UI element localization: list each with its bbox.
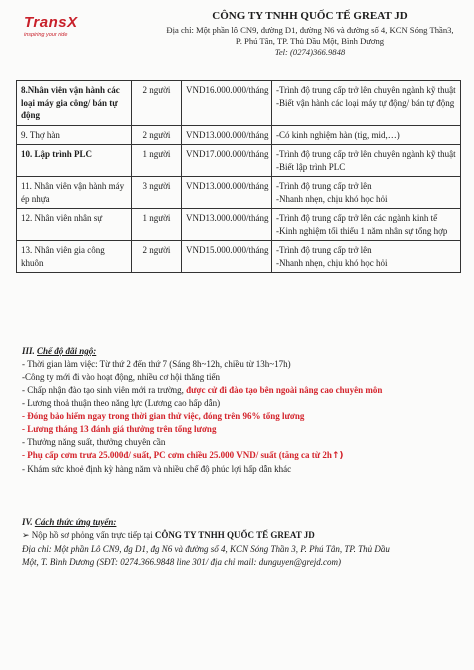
benefit-item — [22, 463, 462, 476]
logo-text: TransX — [24, 14, 78, 31]
apply-title — [22, 516, 462, 529]
company-phone: Tel: (0274)366.9848 — [274, 47, 346, 57]
job-requirement-line: -Trình độ trung cấp trở lên chuyên ngành kỹ thuật — [276, 85, 456, 95]
apply-title-text: Cách thức ứng tuyển: — [34, 517, 117, 527]
job-requirement-line: -Trình độ trung cấp trở lên — [276, 245, 372, 255]
job-salary: VND15.000.000/tháng — [182, 241, 272, 273]
job-position: 9. Thợ hàn — [17, 125, 132, 145]
company-logo — [24, 14, 94, 48]
benefits-title — [22, 345, 462, 358]
company-address-line2: P. Phú Tân, TP. Thủ Dầu Một, Bình Dương — [235, 36, 385, 46]
benefits-title-text: Chế độ đãi ngộ: — [37, 346, 97, 356]
benefit-text: - Đóng bảo hiểm ngay trong thời gian thử việc, đóng trên 96% tổng lương — [22, 411, 305, 421]
job-requirements — [272, 209, 461, 241]
job-requirements — [272, 125, 461, 145]
job-row — [17, 81, 461, 126]
job-requirement-line: -Kinh nghiệm tối thiểu 1 năm nhân sự tổng hợp — [276, 225, 448, 236]
benefit-text: - Lương thoả thuận theo năng lực (Lương cao hấp dẫn) — [22, 398, 221, 408]
benefit-item — [22, 384, 462, 397]
job-quantity: 2 người — [132, 81, 182, 126]
benefit-item — [22, 371, 462, 384]
checkmark-arrow-icon: ➢ — [22, 531, 30, 541]
company-address-line1: Địa chỉ: Một phần lô CN9, đường D1, đường N6 và đường số 4, KCN Sóng Thần3, — [166, 25, 454, 35]
benefit-item — [22, 449, 462, 463]
job-row — [17, 125, 461, 145]
job-position: 12. Nhân viên nhân sự — [17, 209, 132, 241]
job-salary: VND16.000.000/tháng — [182, 81, 272, 126]
job-requirement-line: -Nhanh nhẹn, chịu khó học hỏi — [276, 193, 388, 204]
benefit-item — [22, 358, 462, 371]
job-row — [17, 177, 461, 209]
job-row — [17, 145, 461, 177]
job-requirements — [272, 81, 461, 126]
job-quantity: 2 người — [132, 241, 182, 273]
benefit-item — [22, 397, 462, 410]
benefit-item — [22, 410, 462, 423]
job-quantity: 1 người — [132, 145, 182, 177]
benefit-text: - Khám sức khoẻ định kỳ hàng năm và nhiều chế độ phúc lợi hấp dẫn khác — [22, 464, 292, 474]
benefit-text: -Công ty mới đi vào hoạt động, nhiều cơ hội thăng tiến — [22, 372, 220, 382]
job-row — [17, 241, 461, 273]
letterhead — [0, 0, 474, 70]
job-requirements — [272, 145, 461, 177]
job-quantity: 2 người — [132, 125, 182, 145]
job-salary: VND13.000.000/tháng — [182, 177, 272, 209]
job-requirement-line: -Biết vận hành các loại máy tự động/ bán tự động — [276, 97, 455, 108]
job-requirement-line: -Trình độ trung cấp trở lên các ngành kinh tế — [276, 213, 438, 223]
job-table — [16, 80, 461, 273]
job-position: 10. Lập trình PLC — [17, 145, 132, 177]
job-salary: VND13.000.000/tháng — [182, 209, 272, 241]
job-salary: VND13.000.000/tháng — [182, 125, 272, 145]
apply-contact: Một, T. Bình Dương (SĐT: 0274.366.9848 line 301/ địa chỉ mail: dunguyen@grejd.com) — [22, 557, 341, 567]
benefit-text: - Lương tháng 13 đánh giá thưởng trên tổng lương — [22, 424, 217, 434]
benefit-item — [22, 423, 462, 436]
company-name: CÔNG TY TNHH QUỐC TẾ GREAT JD — [212, 10, 408, 22]
job-requirement-line: -Biết lập trình PLC — [276, 161, 346, 172]
benefit-item — [22, 436, 462, 449]
job-quantity: 1 người — [132, 209, 182, 241]
apply-address: Địa chỉ: Một phần Lô CN9, đg D1, đg N6 và đường số 4, KCN Sóng Thần 3, P. Phú Tân, TP. Thủ Dầu — [22, 544, 390, 554]
benefits-title-number: III. — [22, 346, 35, 356]
job-row — [17, 209, 461, 241]
benefit-text: - Chấp nhận đào tạo sinh viên mới ra trường, — [22, 385, 184, 395]
benefit-text: - Thời gian làm việc: Từ thứ 2 đến thứ 7 (Sáng 8h~12h, chiều từ 13h~17h) — [22, 359, 291, 369]
job-position: 11. Nhân viên vận hành máy ép nhựa — [17, 177, 132, 209]
job-position: 13. Nhân viên gia công khuôn — [17, 241, 132, 273]
benefit-text: - Thưởng năng suất, thưởng chuyên cần — [22, 437, 166, 447]
benefit-text: - Phụ cấp cơm trưa 25.000đ/ suất, PC cơm chiều 25.000 VND/ suất (tăng ca từ 2h — [22, 450, 332, 460]
job-requirement-line: -Nhanh nhẹn, chịu khó học hỏi — [276, 257, 388, 268]
apply-section — [22, 516, 462, 569]
job-quantity: 3 người — [132, 177, 182, 209]
benefit-highlight: được cử đi đào tạo bên ngoài nâng cao chuyên môn — [183, 385, 383, 395]
apply-intro: Nộp hồ sơ phỏng vấn trực tiếp tại — [31, 530, 155, 540]
job-position: 8.Nhân viên vận hành các loại máy gia công/ bán tự động — [17, 81, 132, 126]
logo-tagline: inspiring your ride — [24, 32, 68, 38]
job-salary: VND17.000.000/tháng — [182, 145, 272, 177]
job-requirements — [272, 177, 461, 209]
job-requirement-line: -Trình độ trung cấp trở lên — [276, 181, 372, 191]
benefit-highlight: ↑) — [331, 451, 344, 461]
apply-company: CÔNG TY TNHH QUỐC TẾ GREAT JD — [154, 530, 315, 540]
benefits-section — [22, 345, 462, 476]
job-requirement-line: -Trình độ trung cấp trở lên chuyên ngành kỹ thuật — [276, 149, 456, 159]
job-requirements — [272, 241, 461, 273]
job-requirement-line: -Có kinh nghiệm hàn (tig, mid,…) — [276, 129, 400, 140]
apply-line1 — [22, 529, 462, 543]
apply-title-number: IV. — [22, 517, 33, 527]
